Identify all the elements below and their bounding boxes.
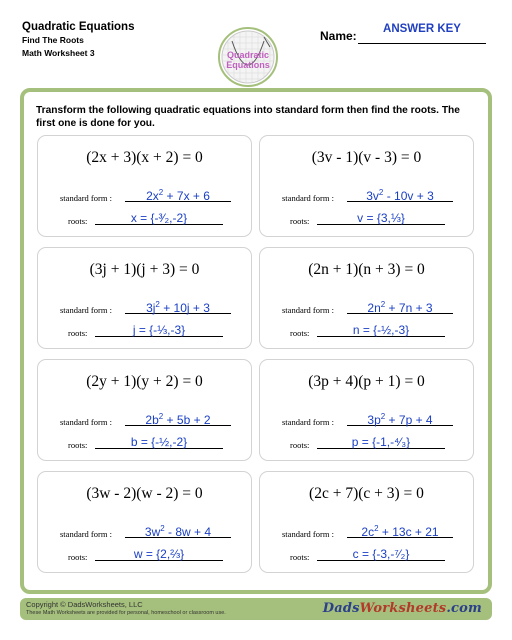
roots-answer: b = {-½,-2} <box>130 435 188 449</box>
standard-form-answer: $2b^2 + 5b + 2$ <box>145 412 211 427</box>
roots-label: roots: <box>68 328 88 338</box>
worksheet-subtitle: Find The Roots <box>22 35 84 45</box>
standard-form-label: standard form : <box>60 305 112 315</box>
brand-logo: DadsWorksheets.com <box>322 601 482 616</box>
standard-form-answer: $2n^2 + 7n + 3$ <box>367 300 433 315</box>
equation: (2n + 1)(n + 3) = 0 <box>308 261 425 278</box>
standard-form-label: standard form : <box>60 193 112 203</box>
equation: (2y + 1)(y + 2) = 0 <box>86 373 203 390</box>
roots-label: roots: <box>290 216 310 226</box>
standard-form-answer: $3w^2 - 8w + 4$ <box>144 524 212 539</box>
roots-label: roots: <box>68 216 88 226</box>
problem-card-6 <box>259 359 474 461</box>
name-label: Name: <box>320 29 357 43</box>
instructions: Transform the following quadratic equations into standard form then find the roots. The first one is done for you. <box>36 105 460 129</box>
standard-form-label: standard form : <box>282 305 334 315</box>
roots-answer: j = {-⅓,-3} <box>132 323 186 337</box>
problem-card-8 <box>259 471 474 573</box>
problem-card-4 <box>259 247 474 349</box>
roots-label: roots: <box>290 552 310 562</box>
answer-key-text: ANSWER KEY <box>383 23 461 35</box>
standard-form-answer: $3j^2 + 10j + 3$ <box>146 300 210 315</box>
roots-label: roots: <box>68 552 88 562</box>
equation: (3w - 2)(w - 2) = 0 <box>86 485 203 502</box>
roots-answer: n = {-½,-3} <box>352 323 410 337</box>
copyright: Copyright © DadsWorksheets, LLC <box>26 600 143 609</box>
problem-card-1 <box>37 135 252 237</box>
standard-form-label: standard form : <box>282 193 334 203</box>
equation: (3v - 1)(v - 3) = 0 <box>311 149 422 166</box>
roots-answer: c = {-3,-⁷⁄₂} <box>352 547 410 561</box>
standard-form-label: standard form : <box>282 529 334 539</box>
quadratic-equations-logo <box>218 27 278 87</box>
worksheet-number: Math Worksheet 3 <box>22 48 95 58</box>
footer <box>20 598 492 620</box>
roots-label: roots: <box>68 440 88 450</box>
equation: (2c + 7)(c + 3) = 0 <box>309 485 424 502</box>
equation: (3p + 4)(p + 1) = 0 <box>308 373 425 390</box>
roots-answer: x = {-³⁄₂,-2} <box>130 211 188 225</box>
standard-form-answer: $2c^2 + 13c + 21$ <box>361 524 439 539</box>
roots-answer: w = {2,⅔} <box>133 547 185 561</box>
worksheet-title: Quadratic Equations <box>22 21 135 33</box>
logo-text-line2: Equations <box>226 60 270 70</box>
problem-card-5 <box>37 359 252 461</box>
name-field <box>320 22 492 46</box>
name-line <box>358 43 486 44</box>
roots-answer: v = {3,⅓} <box>357 211 405 225</box>
roots-answer: p = {-1,-⁴⁄₃} <box>351 435 411 449</box>
problem-card-3 <box>37 247 252 349</box>
roots-label: roots: <box>290 328 310 338</box>
standard-form-label: standard form : <box>60 529 112 539</box>
standard-form-label: standard form : <box>282 417 334 427</box>
usage-note: These Math Worksheets are provided for personal, homeschool or classroom use. <box>26 610 226 616</box>
worksheet-header <box>22 20 134 60</box>
standard-form-label: standard form : <box>60 417 112 427</box>
standard-form-answer: $3p^2 + 7p + 4$ <box>367 412 433 427</box>
problem-card-7 <box>37 471 252 573</box>
standard-form-answer: $3v^2 - 10v + 3$ <box>366 188 434 203</box>
standard-form-answer: $2x^2 + 7x + 6$ <box>146 188 210 203</box>
equation: (3j + 1)(j + 3) = 0 <box>89 261 200 278</box>
logo-text-line1: Quadratic <box>226 50 270 60</box>
equation: (2x + 3)(x + 2) = 0 <box>86 149 203 166</box>
problem-card-2 <box>259 135 474 237</box>
roots-label: roots: <box>290 440 310 450</box>
